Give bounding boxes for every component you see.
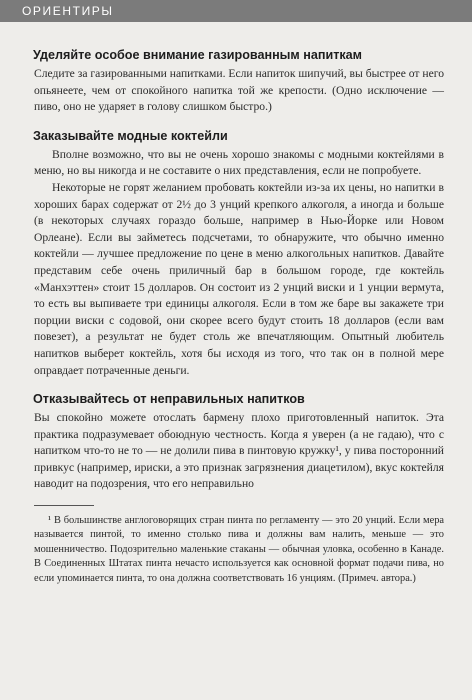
page-body [34, 46, 444, 586]
section-heading: Заказывайте модные коктейли [33, 128, 228, 143]
footnote-divider [34, 505, 94, 506]
paragraph: Вы спокойно можете отослать бармену плохо приготовленный напиток. Эта практика подразумевает обоюдную честность. Когда я уверен (а не гадаю), что с напитком что-то не то — не долили пива в пинтовую кружку¹, у пива посторонний привкус (например, ириски, а это признак загрязнения диацетилом), вкус коктейля наводит на подозрения, что его неправильно [34, 411, 444, 491]
footnote [34, 514, 444, 586]
section-wrong-drinks [34, 390, 444, 493]
running-head: ОРИЕНТИРЫ [22, 4, 114, 18]
paragraph: Следите за газированными напитками. Если напиток шипучий, вы быстрее от него опьянеете, чем от спокойного напитка той же крепости. (Одно исключение — пиво, оно не ударяет в голову слишком быстро.) [34, 67, 444, 114]
paragraph: Некоторые не горят желанием пробовать коктейли из-за их цены, но напитки в хороших барах содержат от 2½ до 3 унций крепкого алкоголя, а иногда и больше (в некоторых случаях гораздо больше, например в Нью-Йорке или Новом Орлеане). Если вы займетесь подсчетами, то обнаружите, что обычно именно коктейли — лучшее предложение по цене в меню алкогольных напитков. Давайте представим себе очень приличный бар в большом городе, где коктейль «Манхэттен» стоит 15 долларов. Он состоит из 2 унций виски и 1 унции вермута, то есть вы выпиваете три единицы алкоголя. Если в том же баре вы закажете три порции виски с содовой, они скорее всего будут стоить 18 долларов (если вам повезет), а результат не будет столь же впечатляющим. Опытный любитель напитков выберет коктейль, хотя бы исходя из того, что так он в полной мере оправдает потраченные деньги. [34, 180, 444, 377]
footnote-text: ¹ В большинстве англоговорящих стран пинта по регламенту — это 20 унций. Если мера называется пинтой, то именно столько пива и должны вам налить, меньше — это мошенничество. Подозрительно маленькие стаканы — обычная уловка, особенно в Канаде. В Соединенных Штатах пинта нечасто используется как основной формат подачи пива, но если упоминается пинта, то она должна соответствовать 16 унциям. (Примеч. автора.) [34, 515, 444, 584]
section-carbonated [34, 46, 444, 116]
section-heading: Отказывайтесь от неправильных напитков [33, 392, 305, 407]
paragraph: Вполне возможно, что вы не очень хорошо знакомы с модными коктейлями в меню, но вы никогда и не составите о них представления, если не попробуете. [34, 147, 444, 178]
section-cocktails [34, 127, 444, 379]
section-heading: Уделяйте особое внимание газированным напиткам [33, 48, 362, 62]
